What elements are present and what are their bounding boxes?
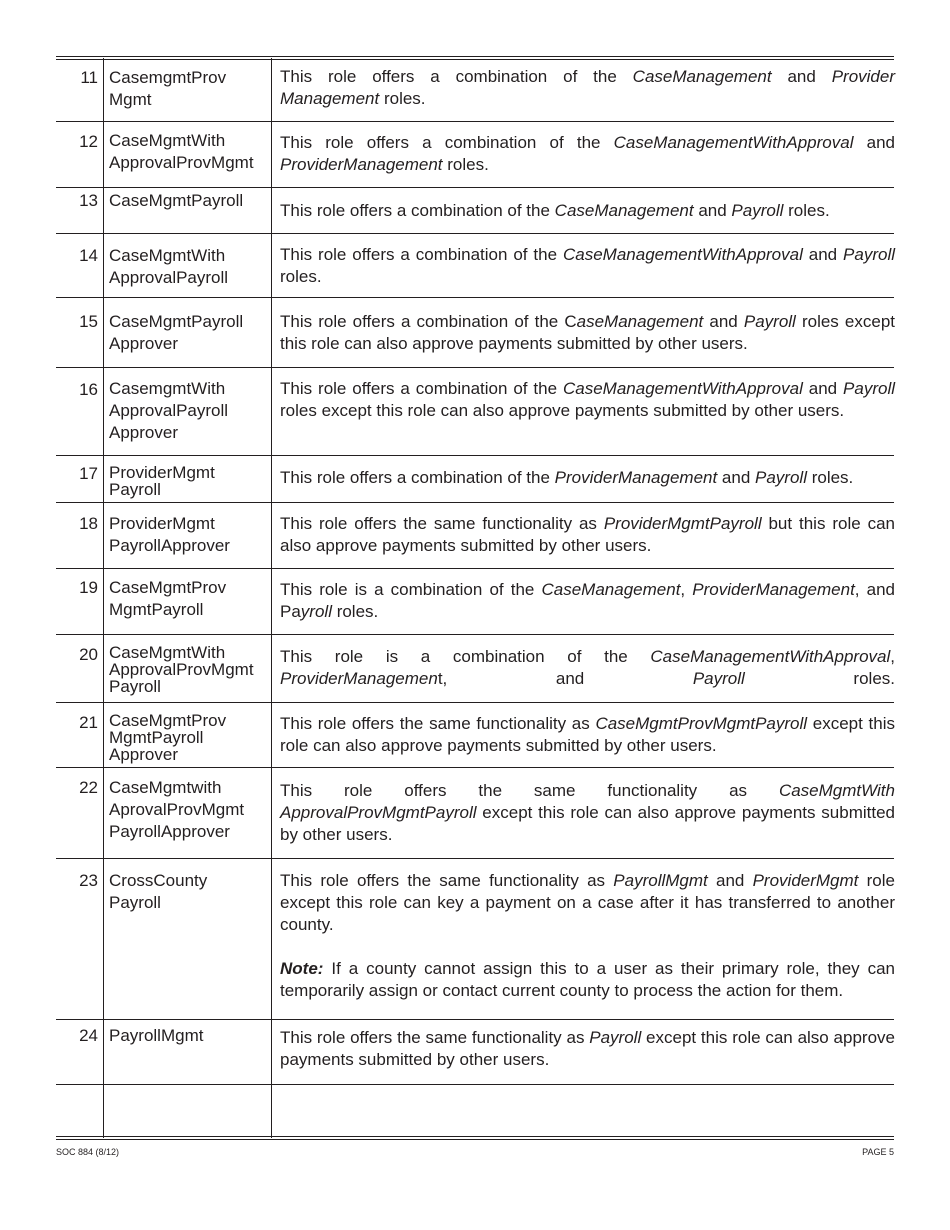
row-number: 16 — [79, 380, 98, 399]
table-row — [56, 768, 894, 859]
table-row — [56, 456, 894, 503]
role-name-line: ProviderMgmt — [109, 514, 215, 533]
role-name-line: AprovalProvMgmt — [109, 800, 245, 819]
role-name — [109, 513, 269, 557]
role-name — [109, 378, 269, 444]
role-description: This role offers the same functionality as ProviderMgmtPayroll but this role can also approve payments submitted by other users. — [280, 514, 895, 555]
row-number: 13 — [79, 191, 98, 210]
row-number: 20 — [79, 645, 98, 664]
role-name — [109, 130, 269, 174]
role-name — [109, 245, 269, 289]
role-description: This role offers a combination of the CaseManagementWithApproval and Payroll roles except this role can also approve payments submitted by other users. — [280, 379, 895, 420]
role-name-line: CaseMgmtWith — [109, 131, 226, 150]
role-name-line: CaseMgmtWith — [109, 643, 226, 662]
role-description: This role offers a combination of the CaseManagementWithApproval and Payroll roles. — [280, 245, 895, 286]
role-description: This role offers the same functionality as CaseMgmtProvMgmtPayroll except this role can also approve payments submitted by other users. — [280, 714, 895, 755]
table-row — [56, 60, 894, 122]
table-bottom-rule — [56, 1136, 894, 1140]
role-description: This role offers the same functionality as CaseMgmtWith ApprovalProvMgmtPayroll except this role can also approve payments submitted by other users. — [280, 781, 895, 844]
role-description: This role is a combination of the CaseManagementWithApproval, ProviderManagement, and Payroll roles. — [280, 647, 895, 688]
role-description: This role offers a combination of the ProviderManagement and Payroll roles. — [280, 468, 854, 487]
role-name-line: Approver — [109, 745, 178, 764]
role-name-line: MgmtPayroll — [109, 600, 204, 619]
row-number: 21 — [79, 713, 98, 732]
role-name-line: PayrollApprover — [109, 536, 230, 555]
role-name-line: CaseMgmtwith — [109, 778, 222, 797]
table-row — [56, 859, 894, 1020]
table-row — [56, 503, 894, 569]
role-name — [109, 190, 269, 212]
role-name-line: CaseMgmtProv — [109, 711, 227, 730]
role-description: This role offers a combination of the CaseManagement and Payroll roles except this role can also approve payments submitted by other users. — [280, 312, 895, 353]
row-number: 18 — [79, 514, 98, 533]
table-row — [56, 635, 894, 703]
role-name-line: ApprovalProvMgmt — [109, 153, 254, 172]
role-name-line: Approver — [109, 334, 178, 353]
row-number: 24 — [79, 1026, 98, 1045]
row-number: 22 — [79, 778, 98, 797]
row-number: 23 — [79, 871, 98, 890]
row-divider — [56, 1084, 894, 1085]
row-number: 19 — [79, 578, 98, 597]
row-number: 11 — [80, 68, 98, 87]
role-name-line: CaseMgmtProv — [109, 578, 227, 597]
role-name-line: MgmtPayroll — [109, 728, 204, 747]
role-name-line: Payroll — [109, 480, 161, 499]
role-name-line: Mgmt — [109, 90, 152, 109]
role-name — [109, 1025, 269, 1047]
role-name-line: Approver — [109, 423, 178, 442]
role-name-line: CaseMgmtWith — [109, 246, 226, 265]
role-name-line: Payroll — [109, 893, 161, 912]
table-row — [56, 234, 894, 298]
role-description: This role offers a combination of the CaseManagement and Payroll roles. — [280, 201, 830, 220]
role-name-line: CasemgmtWith — [109, 379, 226, 398]
role-name-line: Payroll — [109, 677, 161, 696]
note: Note: If a county cannot assign this to a user as their primary role, they can temporarily assign or contact current county to process the action for them. — [280, 959, 895, 1000]
role-name — [109, 870, 269, 914]
table-row — [56, 368, 894, 456]
role-name-line: ApprovalProvMgmt — [109, 660, 254, 679]
role-name-line: ProviderMgmt — [109, 463, 215, 482]
role-name-line: ApprovalPayroll — [109, 268, 229, 287]
table-row — [56, 1020, 894, 1085]
role-name-line: PayrollApprover — [109, 822, 230, 841]
role-description: This role offers a combination of the CaseManagement and Provider Management roles. — [280, 67, 896, 108]
row-number: 15 — [79, 312, 98, 331]
table-row — [56, 122, 894, 188]
role-name — [109, 712, 269, 763]
role-name — [109, 577, 269, 621]
role-name — [109, 464, 269, 498]
role-name-line: ApprovalPayroll — [109, 401, 229, 420]
role-description: This role offers a combination of the CaseManagementWithApproval and ProviderManagement roles. — [280, 133, 895, 174]
role-name-line: CasemgmtProv — [109, 68, 227, 87]
role-name — [109, 644, 269, 695]
form-id: SOC 884 (8/12) — [56, 1147, 120, 1157]
role-name — [109, 311, 269, 355]
role-description: This role offers the same functionality as Payroll except this role can also approve payments submitted by other users. — [280, 1028, 895, 1069]
role-name-line: CrossCounty — [109, 871, 208, 890]
table-row — [56, 569, 894, 635]
role-name-line: CaseMgmtPayroll — [109, 312, 244, 331]
row-number: 12 — [79, 132, 98, 151]
row-number: 17 — [79, 464, 98, 483]
table-row — [56, 298, 894, 368]
table-row — [56, 703, 894, 768]
role-name — [109, 777, 269, 843]
page-number: PAGE 5 — [862, 1147, 894, 1157]
role-name — [109, 67, 269, 111]
role-description: This role is a combination of the CaseManagement, ProviderManagement, and Payroll roles. — [280, 580, 896, 621]
role-name-line: CaseMgmtPayroll — [109, 191, 244, 210]
table-row — [56, 188, 894, 234]
role-name-line: PayrollMgmt — [109, 1026, 204, 1045]
row-number: 14 — [79, 246, 98, 265]
role-description: This role offers the same functionality as PayrollMgmt and ProviderMgmt role except this role can key a payment on a case after it has transferred to another county. Note: If a county cannot assign this to a user as their primary role, they can temporarily assign or contact current county to process the action for them. — [280, 871, 895, 1000]
